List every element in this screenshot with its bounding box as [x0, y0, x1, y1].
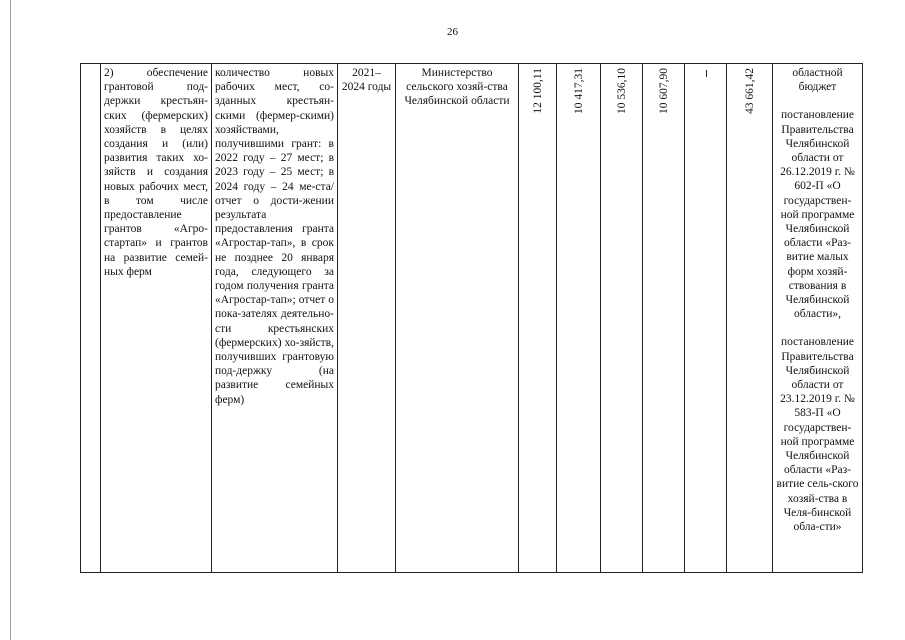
amount-total-cell	[727, 64, 773, 573]
funding-source-cell	[773, 64, 863, 573]
row-number-cell	[81, 64, 101, 573]
page-edge-line	[10, 0, 11, 640]
amount-empty-cell	[685, 64, 727, 573]
task-cell: 2) обеспечение грантовой под-держки крестьян-ских (фермерских) хозяйств в целях создания и (или) развития таких хо-зяйств и создания новых рабочих мест, в том числе предоставление грантов «Агро-стартап» и грантов на развитие семей-ных ферм	[101, 64, 212, 573]
indicator-cell: количество новых рабочих мест, со-зданных крестьян-скими (фермер-скими) хозяйствами, получившими грант: в 2022 году – 27 мест; в 2023 году – 25 мест; в 2024 году – 24 ме-ста/отчет о дости-жении результата предоставления гранта «Агростар-тап», в срок не позднее 20 января года, следующего за годом получения гранта «Агростар-тап»; отчет о пока-зателях деятельно-сти крестьянских (фермерских) хо-зяйств, получивших грантовую под-держку (на развитие семейных ферм)	[212, 64, 338, 573]
funding-source-decree-602: постановление Правительства Челябинской области от 26.12.2019 г. № 602-П «О государствен-ной программе Челябинской области «Раз-витие малых форм хозяй-ствования в Челябинской области»,	[780, 109, 855, 321]
period-cell: 2021– 2024 годы	[338, 64, 396, 573]
dash-mark	[706, 70, 707, 77]
amount-2024: 10 607,90	[657, 68, 670, 114]
funding-source-decree-583: постановление Правительства Челябинской области от 23.12.2019 г. № 583-П «О государствен-ной программе Челябинской области «Раз-витие сель-ского хозяй-ства в Челя-бинской обла-сти»	[776, 336, 859, 534]
amount-2023-cell	[601, 64, 643, 573]
amount-2021: 12 100,11	[531, 68, 544, 114]
amount-2021-cell	[519, 64, 557, 573]
budget-table	[80, 63, 863, 573]
page-number: 26	[447, 26, 458, 38]
amount-2022: 10 417,31	[572, 68, 585, 114]
amount-2022-cell	[557, 64, 601, 573]
table-row	[81, 64, 863, 573]
amount-total: 43 661,42	[743, 68, 756, 114]
amount-2024-cell	[643, 64, 685, 573]
executor-cell: Министерство сельского хозяй-ства Челябинской области	[396, 64, 519, 573]
amount-2023: 10 536,10	[615, 68, 628, 114]
funding-source-title: областной бюджет	[792, 67, 843, 94]
